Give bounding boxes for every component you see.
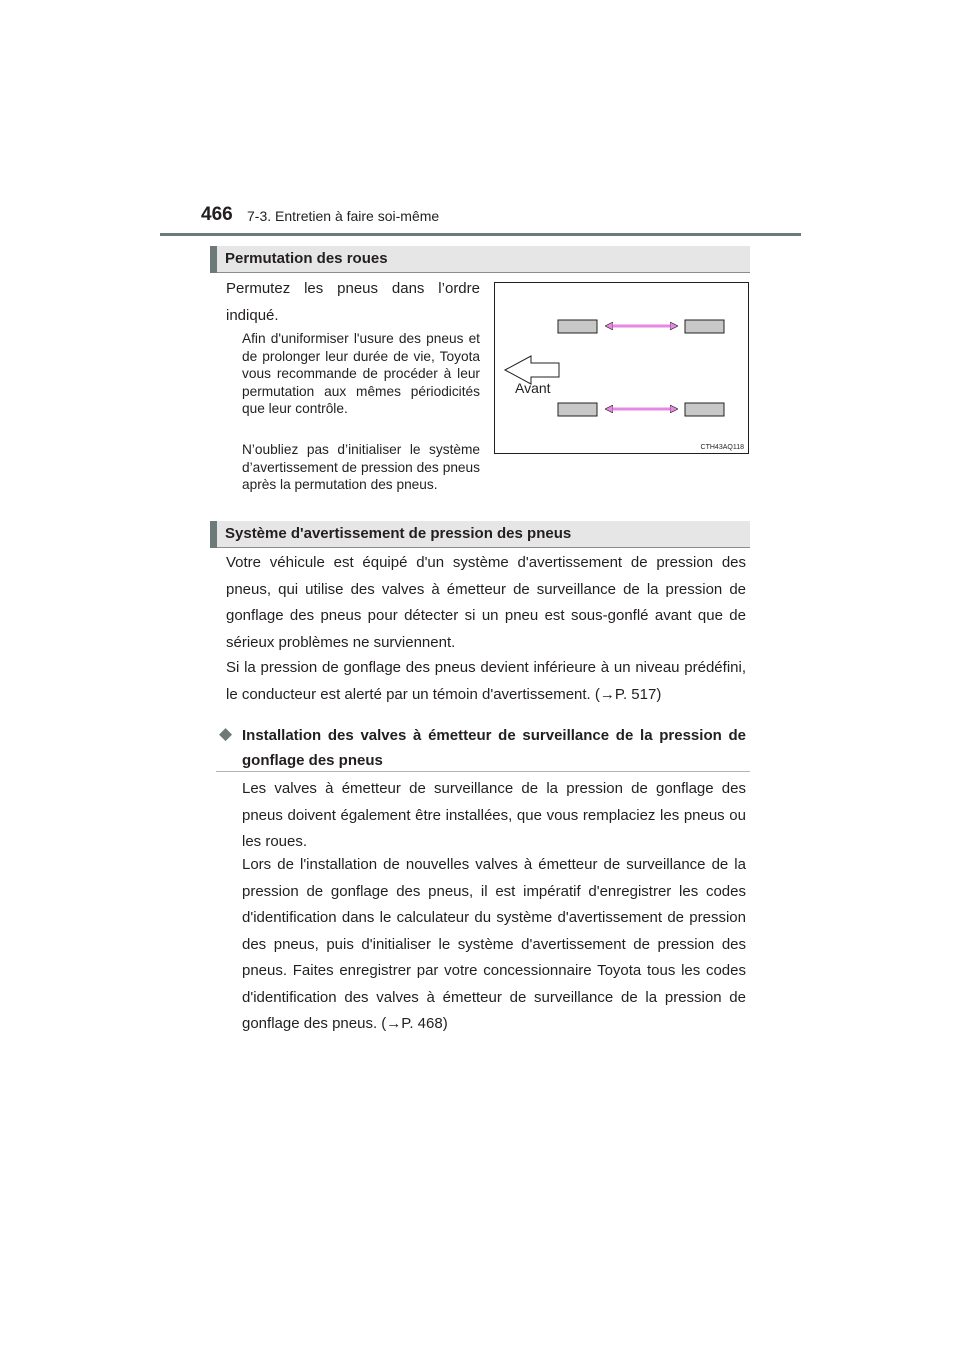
tire-rear-right (685, 403, 724, 416)
rotation-note-initialize: N’oubliez pas d’initialiser le système d’avertissement de pression des pneus après la permutation des pneus. (242, 442, 480, 493)
chapter-title: 7-3. Entretien à faire soi-même (247, 208, 440, 224)
tire-rear-left (685, 320, 724, 333)
front-label: Avant (515, 380, 551, 396)
illustration-code: CTH43AQ118 (700, 444, 744, 451)
subsection-divider (216, 771, 750, 772)
tpms-warning-paragraph: Si la pression de gonflage des pneus devient inférieure à un niveau prédéfini, le conducteur est alerté par un témoin d'avertissement. (→P. 517) (226, 659, 746, 703)
section-heading-bar (210, 246, 217, 273)
section-heading-label: Système d'avertissement de pression des pneus (225, 525, 572, 542)
rotation-note-wear: Afin d'uniformiser l'usure des pneus et de prolonger leur durée de vie, Toyota vous recommande de procéder à leur permutation aux mêmes périodicités que leur contrôle. (242, 331, 480, 417)
page-number: 466 (201, 204, 233, 225)
section-heading-tpms (210, 521, 750, 548)
section-heading-tire-rotation (210, 246, 750, 273)
valve-installation-paragraph: Les valves à émetteur de surveillance de la pression de gonflage des pneus doivent également être installées, que vous remplaciez les pneus ou les roues. (242, 780, 746, 850)
subsection-heading-valve-installation: Installation des valves à émetteur de surveillance de la pression de gonflage des pneus (242, 727, 746, 769)
tire-front-right (558, 403, 597, 416)
tire-front-left (558, 320, 597, 333)
valve-registration-paragraph: Lors de l'installation de nouvelles valves à émetteur de surveillance de la pression de gonflage des pneus, il est impératif d'enregistrer les codes d'identification dans le calculateur du système d'avertissement de pression des pneus, puis d'initialiser le système d'avertissement de pression des pneus. Faites enregistrer par votre concessionnaire Toyota tous les codes d'identification des valves à émetteur de surveillance de la pression de gonflage des pneus. (→P. 468) (242, 856, 746, 1032)
tire-rotation-illustration (494, 282, 749, 454)
header-divider (160, 233, 801, 236)
section-heading-label: Permutation des roues (225, 250, 388, 267)
diamond-bullet-icon: ◆ (219, 724, 233, 743)
rotation-diagram (495, 283, 748, 453)
tpms-description: Votre véhicule est équipé d'un système d'avertissement de pression des pneus, qui utilise des valves à émetteur de surveillance de la pression de gonflage des pneus pour détecter si un pneu est sous-gonflé avant que de sérieux problèmes ne surviennent. (226, 554, 746, 651)
rotation-intro: Permutez les pneus dans l’ordre indiqué. (226, 280, 480, 324)
section-heading-bar (210, 521, 217, 548)
